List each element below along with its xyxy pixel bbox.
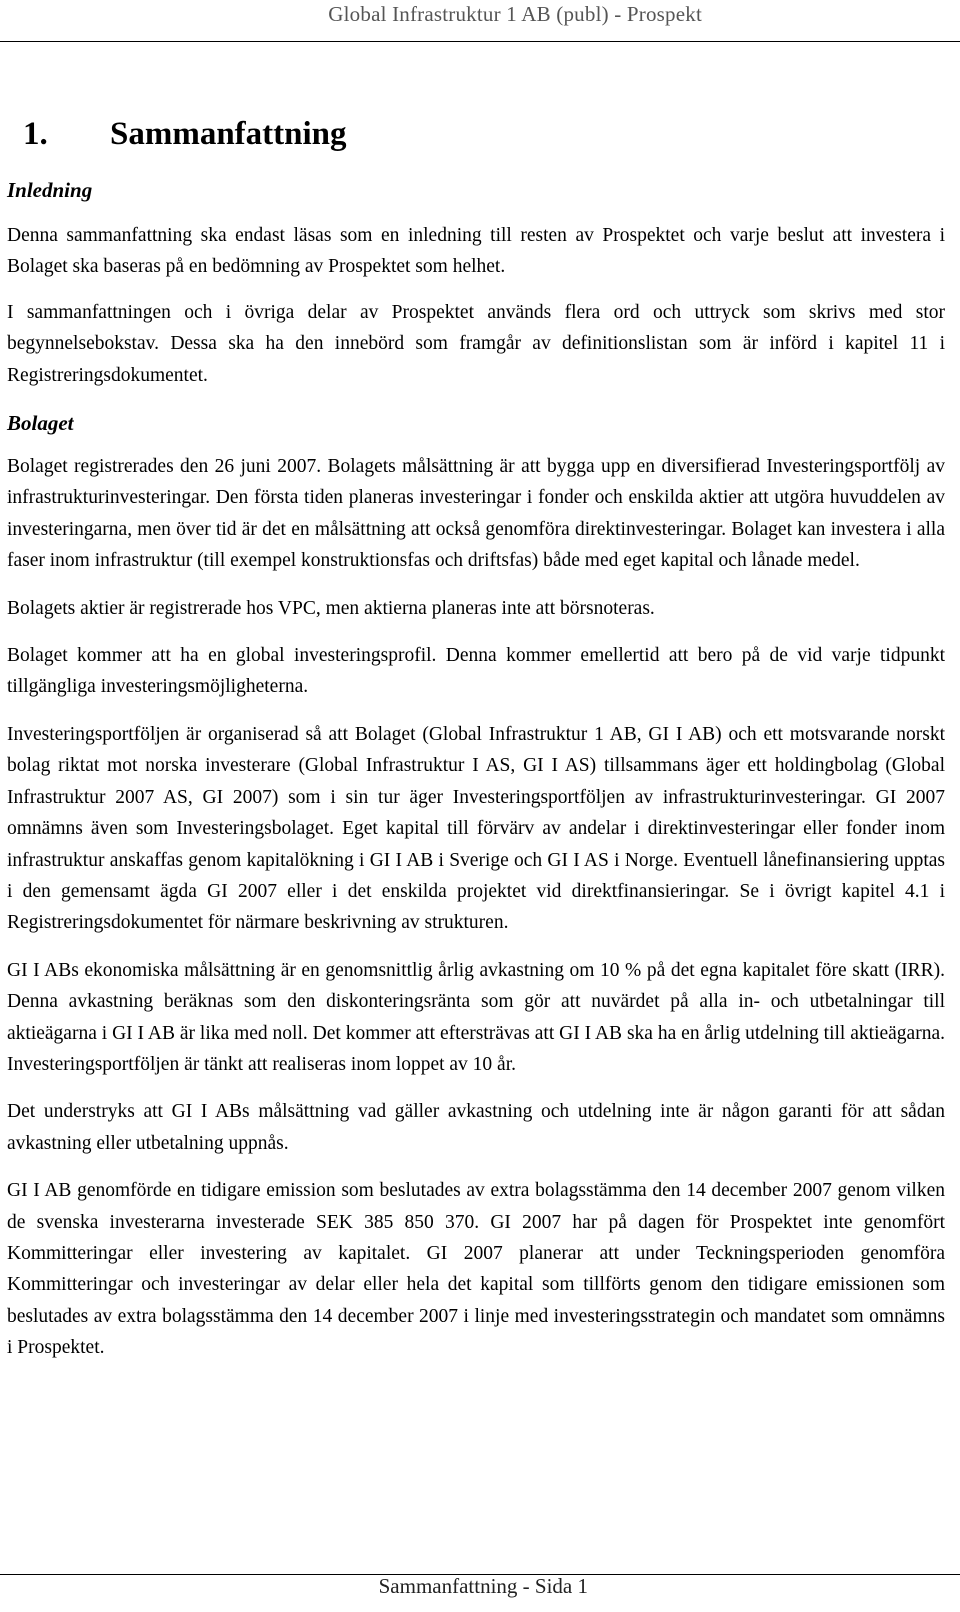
document-header-title: Global Infrastruktur 1 AB (publ) - Prospekt: [328, 2, 702, 26]
section-heading: [7, 114, 945, 154]
subheading-bolaget: Bolaget: [7, 411, 74, 436]
paragraph-intro-2: I sammanfattningen och i övriga delar av Prospektet används flera ord och uttryck som skrivs med stor begynnelsebokstav. Dessa ska ha den innebörd som framgår av definitionslistan som är införd i kapitel 11 i Registreringsdokumentet.: [7, 301, 945, 386]
paragraph-company-5: GI I ABs ekonomiska målsättning är en genomsnittlig årlig avkastning om 10 % på det egna kapitalet före skatt (IRR). Denna avkastning beräknas som den diskonteringsränta som gör att nuvärdet på alla in- och utbetalningar till aktieägarna i GI I AB är lika med noll. Det kommer att eftersträvas att GI I AB ska ha en årlig utdelning till aktieägarna. Investeringsportföljen är tänkt att realiseras inom loppet av 10 år.: [7, 959, 945, 1075]
paragraph-company-2: Bolagets aktier är registrerade hos VPC, men aktierna planeras inte att börsnoteras.: [7, 597, 655, 619]
page-header: [0, 0, 960, 30]
header-divider: [0, 41, 960, 42]
page-content: [7, 114, 945, 1380]
section-title: Sammanfattning: [110, 116, 347, 152]
paragraph-company-1: Bolaget registrerades den 26 juni 2007. Bolagets målsättning är att bygga upp en diversifierad Investeringsportfölj av infrastrukturinvesteringar. Den första tiden planeras investeringar i fonder och enskilda aktier att utgöra huvuddelen av investeringarna, men över tid är det en målsättning att också genomföra direktinvesteringar. Bolaget kan investera i alla faser inom infrastruktur (till exempel konstruktionsfas och driftsfas) både med eget kapital och lånade medel.: [7, 456, 945, 572]
page-footer: [0, 1564, 960, 1612]
paragraph-company-6: Det understryks att GI I ABs målsättning vad gäller avkastning och utdelning inte är någon garanti för att sådan avkastning eller utbetalning uppnås.: [7, 1101, 945, 1154]
paragraph-company-4: Investeringsportföljen är organiserad så att Bolaget (Global Infrastruktur 1 AB, GI I AB) och ett motsvarande norskt bolag riktat mot norska investerare (Global Infrastruktur I AS, GI I AS) tillsammans äger ett holdingbolag (Global Infrastruktur 2007 AS, GI 2007) som i sin tur äger Investeringsportföljen av infrastrukturinvesteringar. GI 2007 omnämns även som Investeringsbolaget. Eget kapital till förvärv av andelar i direktinvesteringar eller fonder inom infrastruktur anskaffas genom kapitalökning i GI I AB i Sverige och GI I AS i Norge. Eventuell lånefinansiering upptas i den gemensamt ägda GI 2007 eller i det enskilda projektet vid direktfinansieringar. Se i övrigt kapitel 4.1 i Registreringsdokumentet för närmare beskrivning av strukturen.: [7, 723, 945, 934]
paragraph-company-3: Bolaget kommer att ha en global investeringsprofil. Denna kommer emellertid att bero på de vid varje tidpunkt tillgängliga investeringsmöjligheterna.: [7, 645, 945, 698]
page-number-label: Sammanfattning - Sida 1: [378, 1574, 588, 1598]
paragraph-company-7: GI I AB genomförde en tidigare emission som beslutades av extra bolagsstämma den 14 december 2007 genom vilken de svenska investerarna investerade SEK 385 850 370. GI 2007 har på dagen för Prospektet inte genomfört Kommitteringar eller investering av kapitalet. GI 2007 planerar att under Teckningsperioden genomföra Kommitteringar och investeringar av delar eller hela det kapital som tillförts genom den tidigare emissionen som beslutades av extra bolagsstämma den 14 december 2007 i linje med investeringsstrategin och mandatet som omnämns i Prospektet.: [7, 1180, 945, 1359]
paragraph-intro-1: Denna sammanfattning ska endast läsas som en inledning till resten av Prospektet och varje beslut att investera i Bolaget ska baseras på en bedömning av Prospektet som helhet.: [7, 225, 945, 278]
section-number: 1.: [23, 116, 48, 152]
subheading-inledning: Inledning: [7, 178, 93, 202]
